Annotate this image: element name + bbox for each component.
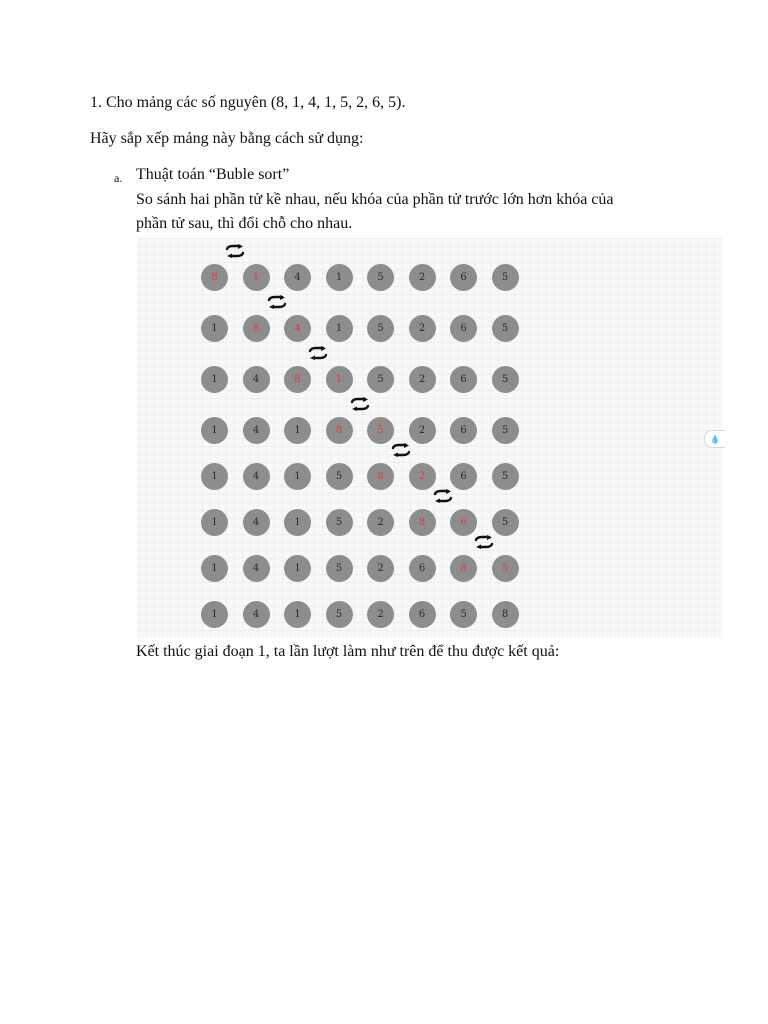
bubble-sort-diagram xyxy=(138,238,722,638)
side-panel-handle[interactable] xyxy=(704,430,725,448)
instruction-text: Hãy sắp xếp mảng này bằng cách sử dụng: xyxy=(90,130,364,147)
array-cell: 5 xyxy=(326,463,353,490)
array-cell: 4 xyxy=(243,417,270,444)
array-cell: 8 xyxy=(326,417,353,444)
array-cell: 4 xyxy=(243,509,270,536)
array-cell: 5 xyxy=(492,366,519,393)
array-cell: 8 xyxy=(409,509,436,536)
array-cell: 5 xyxy=(326,509,353,536)
array-cell: 1 xyxy=(201,555,228,582)
array-cell: 5 xyxy=(492,315,519,342)
array-cell: 6 xyxy=(450,463,477,490)
swap-arrows-icon xyxy=(390,443,412,457)
array-cell: 2 xyxy=(409,315,436,342)
drop-icon: 💧 xyxy=(710,434,720,444)
array-cell: 2 xyxy=(409,463,436,490)
array-cell: 4 xyxy=(243,463,270,490)
array-cell: 5 xyxy=(492,555,519,582)
swap-arrows-icon xyxy=(432,489,454,503)
swap-arrows-icon xyxy=(473,535,495,549)
list-marker-a: a. xyxy=(114,171,123,185)
array-cell: 1 xyxy=(284,509,311,536)
array-cell: 8 xyxy=(450,555,477,582)
swap-arrows-icon xyxy=(224,244,246,258)
array-cell: 4 xyxy=(284,315,311,342)
description-line-1: So sánh hai phần tử kề nhau, nếu khóa của phần tử trước lớn hơn khóa của xyxy=(136,191,614,208)
array-cell: 2 xyxy=(367,555,394,582)
conclusion-text: Kết thúc giai đoạn 1, ta lần lượt làm như trên để thu được kết quả: xyxy=(136,643,560,660)
array-cell: 5 xyxy=(367,417,394,444)
array-cell: 4 xyxy=(284,264,311,291)
array-cell: 2 xyxy=(367,601,394,628)
array-cell: 2 xyxy=(367,509,394,536)
swap-arrows-icon xyxy=(349,397,371,411)
array-cell: 1 xyxy=(284,417,311,444)
array-cell: 1 xyxy=(326,366,353,393)
array-cell: 8 xyxy=(284,366,311,393)
algorithm-title: Thuật toán “Buble sort” xyxy=(136,166,290,183)
array-cell: 6 xyxy=(450,315,477,342)
array-cell: 5 xyxy=(367,264,394,291)
array-cell: 1 xyxy=(201,417,228,444)
array-cell: 6 xyxy=(450,264,477,291)
array-cell: 1 xyxy=(326,315,353,342)
array-cell: 2 xyxy=(409,264,436,291)
array-cell: 5 xyxy=(367,366,394,393)
question-line: 1. Cho mảng các số nguyên (8, 1, 4, 1, 5, 2, 6, 5). xyxy=(90,94,406,111)
array-cell: 8 xyxy=(367,463,394,490)
array-cell: 1 xyxy=(201,366,228,393)
array-cell: 1 xyxy=(201,509,228,536)
array-cell: 1 xyxy=(201,601,228,628)
array-cell: 5 xyxy=(326,601,353,628)
array-cell: 1 xyxy=(284,463,311,490)
array-cell: 5 xyxy=(450,601,477,628)
array-cell: 5 xyxy=(492,509,519,536)
array-cell: 6 xyxy=(450,366,477,393)
array-cell: 5 xyxy=(367,315,394,342)
array-cell: 5 xyxy=(326,555,353,582)
description-line-2: phần tử sau, thì đổi chỗ cho nhau. xyxy=(136,215,353,232)
array-cell: 1 xyxy=(326,264,353,291)
array-cell: 8 xyxy=(201,264,228,291)
array-cell: 6 xyxy=(409,601,436,628)
array-cell: 2 xyxy=(409,366,436,393)
array-cell: 6 xyxy=(450,417,477,444)
array-cell: 2 xyxy=(409,417,436,444)
array-cell: 1 xyxy=(201,463,228,490)
array-cell: 4 xyxy=(243,366,270,393)
array-cell: 1 xyxy=(243,264,270,291)
array-cell: 5 xyxy=(492,264,519,291)
array-cell: 8 xyxy=(243,315,270,342)
array-cell: 6 xyxy=(450,509,477,536)
array-cell: 1 xyxy=(284,601,311,628)
array-cell: 8 xyxy=(492,601,519,628)
swap-arrows-icon xyxy=(307,346,329,360)
array-cell: 1 xyxy=(284,555,311,582)
array-cell: 4 xyxy=(243,601,270,628)
array-cell: 6 xyxy=(409,555,436,582)
array-cell: 5 xyxy=(492,463,519,490)
array-cell: 4 xyxy=(243,555,270,582)
array-cell: 1 xyxy=(201,315,228,342)
swap-arrows-icon xyxy=(266,295,288,309)
array-cell: 5 xyxy=(492,417,519,444)
